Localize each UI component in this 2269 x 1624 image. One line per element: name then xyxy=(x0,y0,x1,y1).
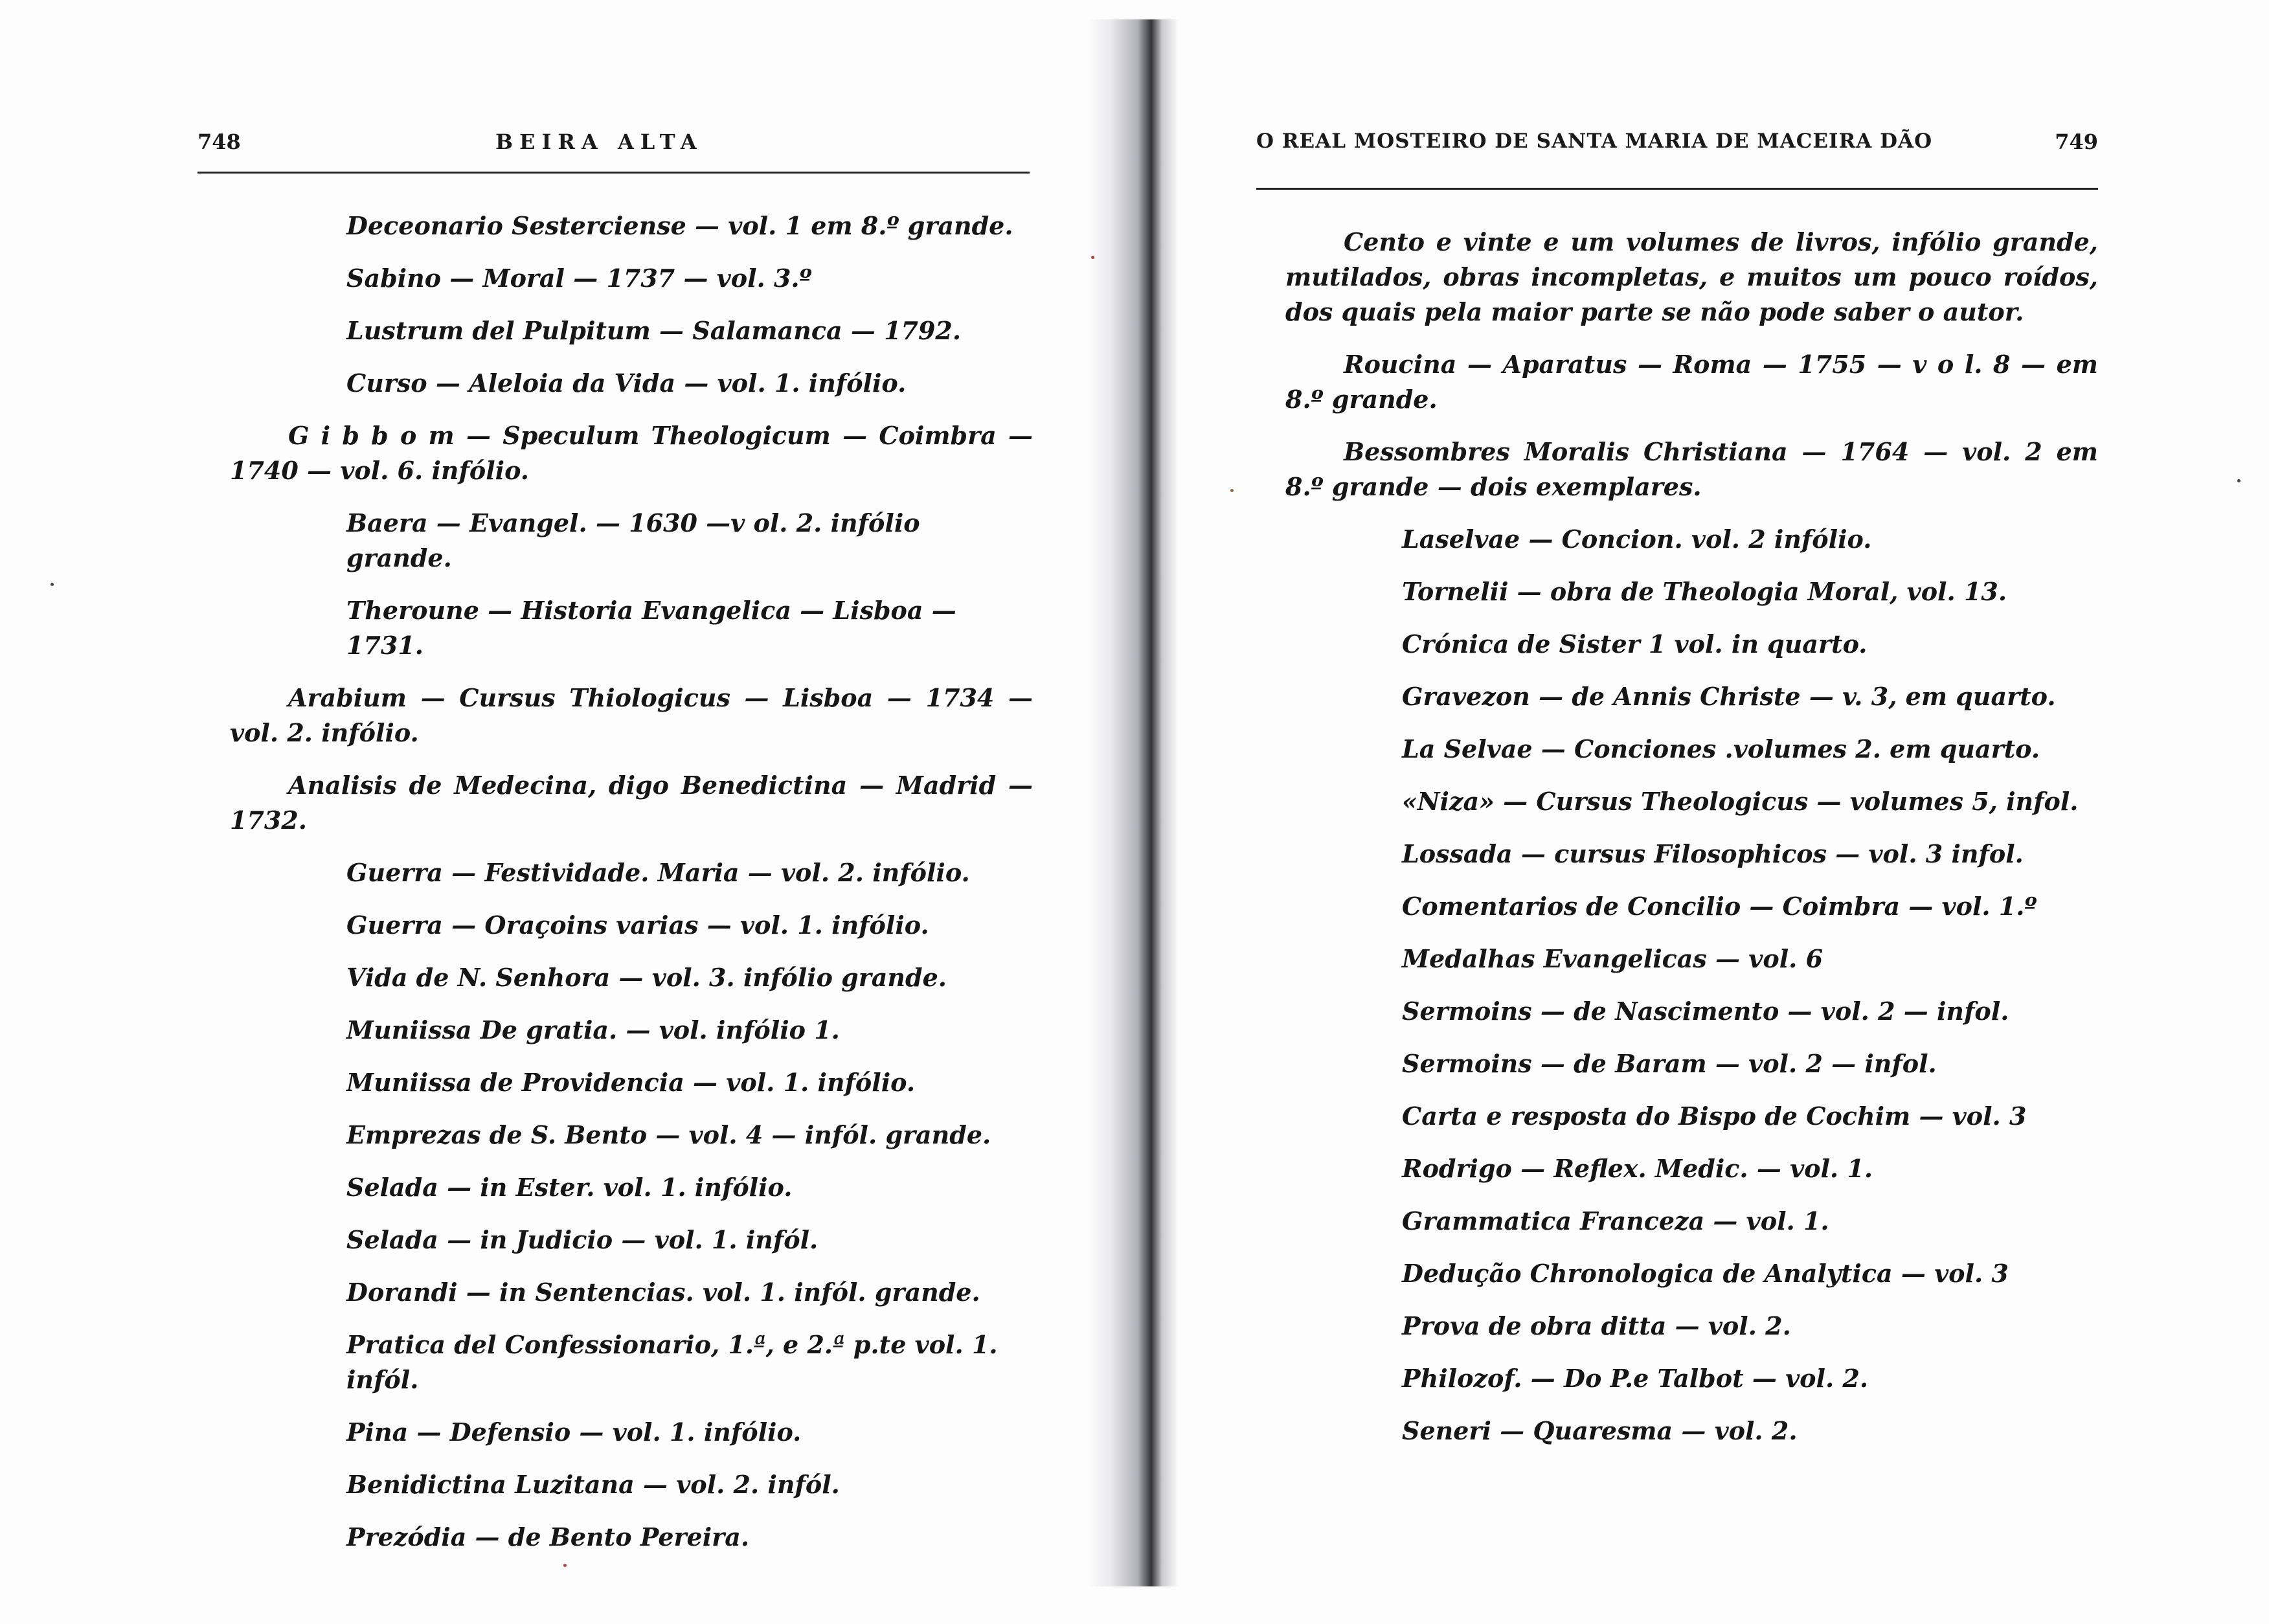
left-running-title: BEIRA ALTA xyxy=(495,130,703,154)
catalog-entry: Guerra — Oraçoins varias — vol. 1. infólio. xyxy=(346,910,929,940)
catalog-entry: «Niza» — Cursus Theologicus — volumes 5, infol. xyxy=(1402,787,2079,816)
catalog-entry: Bessombres Moralis Christiana — 1764 — vol. 2 em 8.º grande — dois exemplares. xyxy=(1285,437,2098,501)
catalog-entry: Lossada — cursus Filosophicos — vol. 3 infol. xyxy=(1402,839,2024,868)
catalog-entry: Pratica del Confessionario, 1.ª, e 2.ª p.te vol. 1. infól. xyxy=(346,1330,998,1394)
catalog-entry: Analisis de Medecina, digo Benedictina — Madrid — 1732. xyxy=(230,771,1033,835)
catalog-entry: Emprezas de S. Bento — vol. 4 — infól. grande. xyxy=(346,1120,991,1149)
catalog-entry: G i b b o m — Speculum Theologicum — Coimbra — 1740 — vol. 6. infólio. xyxy=(230,421,1033,485)
catalog-entry: Muniissa de Providencia — vol. 1. infólio. xyxy=(346,1068,916,1097)
catalog-entry: Cento e vinte e um volumes de livros, infólio grande, mutilados, obras incompletas, e muitos um pouco roídos, dos quais pela maior parte se não pode saber o autor. xyxy=(1285,227,2098,326)
catalog-entry: Curso — Aleloia da Vida — vol. 1. infólio. xyxy=(346,368,907,398)
catalog-entry: Sabino — Moral — 1737 — vol. 3.º xyxy=(346,264,812,293)
catalog-entry: Muniissa De gratia. — vol. infólio 1. xyxy=(346,1015,840,1044)
right-header-rule xyxy=(1256,188,2098,190)
left-page xyxy=(0,0,1101,1624)
right-page xyxy=(1166,0,2269,1624)
right-running-title: O REAL MOSTEIRO DE SANTA MARIA DE MACEIRA DÃO xyxy=(1256,130,1933,153)
catalog-entry: Vida de N. Senhora — vol. 3. infólio grande. xyxy=(346,963,947,992)
catalog-entry: Prezódia — de Bento Pereira. xyxy=(346,1522,750,1551)
catalog-entry: Dorandi — in Sentencias. vol. 1. infól. grande. xyxy=(346,1278,980,1307)
catalog-entry: Pina — Defensio — vol. 1. infólio. xyxy=(346,1417,802,1447)
left-page-number: 748 xyxy=(198,130,241,154)
scan-speck xyxy=(51,583,54,586)
catalog-entry: Comentarios de Concilio — Coimbra — vol. 1.º xyxy=(1402,892,2037,921)
catalog-entry: Selada — in Ester. vol. 1. infólio. xyxy=(346,1173,793,1202)
scan-speck xyxy=(1091,256,1094,259)
catalog-entry: Gravezon — de Annis Christe — v. 3, em quarto. xyxy=(1402,682,2056,711)
scan-speck xyxy=(2237,479,2241,482)
scan-speck xyxy=(563,1564,567,1567)
catalog-entry: Selada — in Judicio — vol. 1. infól. xyxy=(346,1225,818,1254)
catalog-entry: Roucina — Aparatus — Roma — 1755 — v o l. 8 — em 8.º grande. xyxy=(1285,350,2098,414)
catalog-entry: Grammatica Franceza — vol. 1. xyxy=(1402,1206,1829,1235)
catalog-entry: Benidictina Luzitana — vol. 2. infól. xyxy=(346,1470,840,1499)
catalog-entry: Philozof. — Do P.e Talbot — vol. 2. xyxy=(1402,1364,1869,1393)
catalog-entry: Lustrum del Pulpitum — Salamanca — 1792. xyxy=(346,316,962,345)
book-gutter xyxy=(1088,19,1179,1586)
catalog-entry: Crónica de Sister 1 vol. in quarto. xyxy=(1402,629,1868,659)
catalog-entry: Sermoins — de Nascimento — vol. 2 — infol. xyxy=(1402,997,2009,1026)
scan-speck xyxy=(1230,489,1234,492)
catalog-entry: Dedução Chronologica de Analytica — vol. 3 xyxy=(1402,1259,2009,1288)
catalog-entry: Theroune — Historia Evangelica — Lisboa — 1731. xyxy=(346,596,956,660)
catalog-entry: La Selvae — Conciones .volumes 2. em quarto. xyxy=(1402,734,2040,763)
catalog-entry: Seneri — Quaresma — vol. 2. xyxy=(1402,1416,1798,1445)
catalog-entry: Carta e resposta do Bispo de Cochim — vol. 3 xyxy=(1402,1101,2027,1131)
catalog-entry: Guerra — Festividade. Maria — vol. 2. infólio. xyxy=(346,858,970,887)
catalog-entry: Rodrigo — Reflex. Medic. — vol. 1. xyxy=(1402,1154,1873,1183)
left-entry-list xyxy=(230,209,1033,1572)
catalog-entry: Sermoins — de Baram — vol. 2 — infol. xyxy=(1402,1049,1937,1078)
catalog-entry: Tornelii — obra de Theologia Moral, vol. 13. xyxy=(1402,577,2007,606)
catalog-entry: Baera — Evangel. — 1630 —v ol. 2. infólio grande. xyxy=(346,508,920,572)
catalog-entry: Deceonario Sesterciense — vol. 1 em 8.º grande. xyxy=(346,211,1013,240)
right-page-number: 749 xyxy=(2055,130,2098,154)
catalog-entry: Laselvae — Concion. vol. 2 infólio. xyxy=(1402,524,1872,554)
catalog-entry: Prova de obra ditta — vol. 2. xyxy=(1402,1311,1791,1340)
catalog-entry: Arabium — Cursus Thiologicus — Lisboa — 1734 — vol. 2. infólio. xyxy=(230,683,1033,747)
right-entry-list xyxy=(1285,225,2098,1466)
left-header-rule xyxy=(198,172,1030,174)
catalog-entry: Medalhas Evangelicas — vol. 6 xyxy=(1402,944,1823,973)
